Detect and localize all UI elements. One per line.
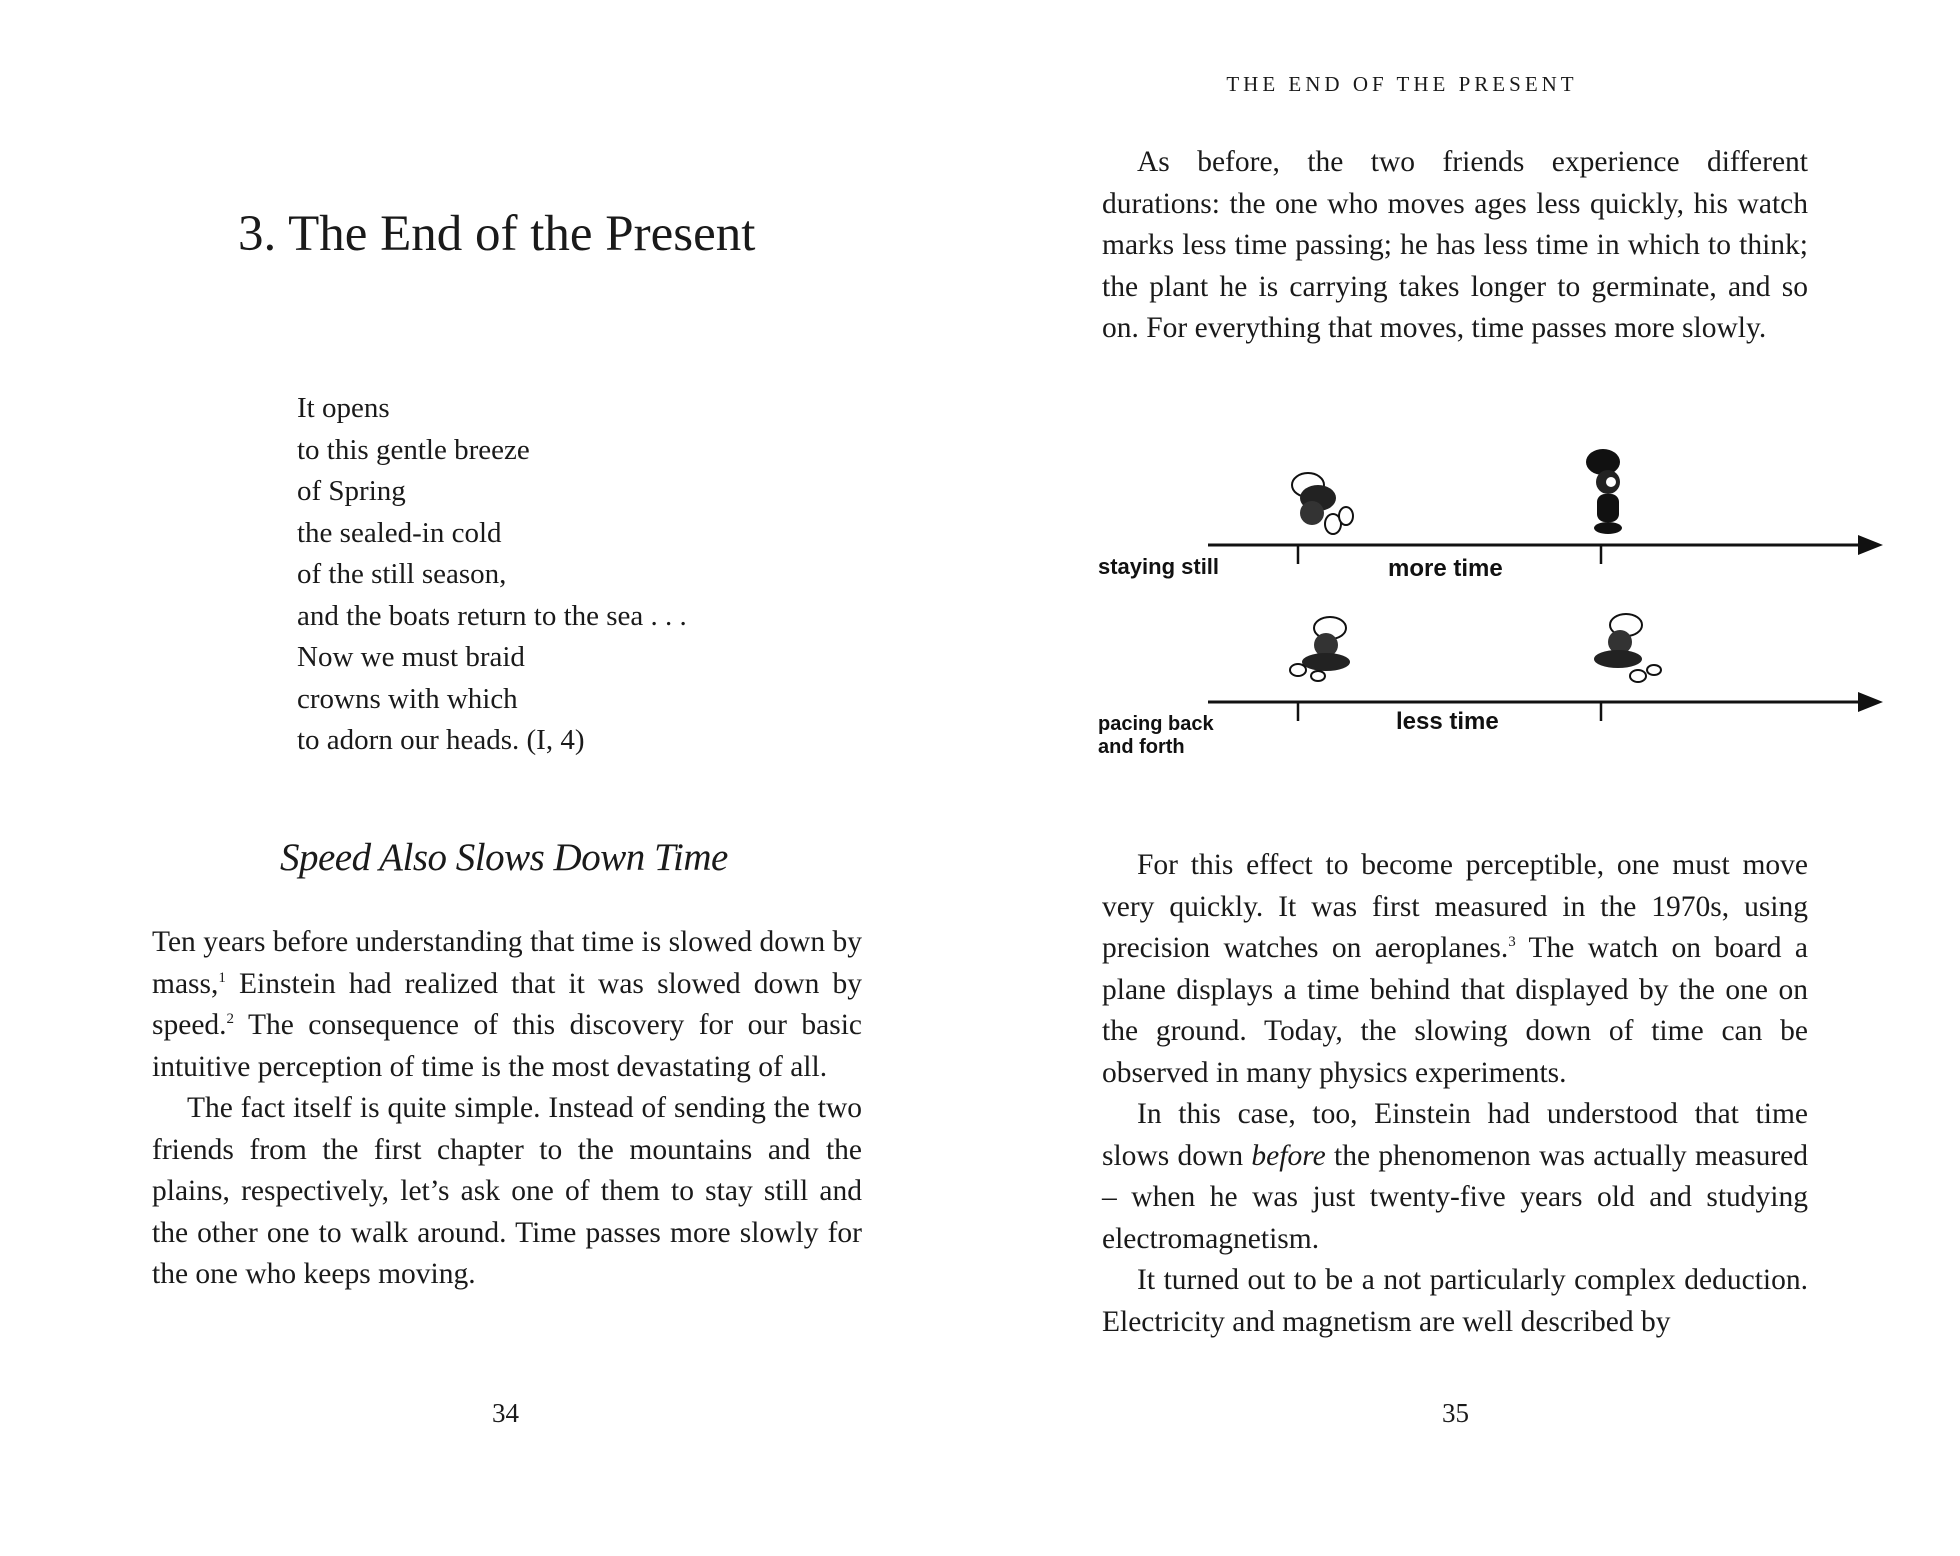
label-staying-still: staying still [1098,554,1220,579]
poem-line: and the boats return to the sea . . . [297,599,687,632]
right-body-text-bottom [1102,845,1808,1343]
arrowhead-icon [1858,535,1883,555]
poem-line: crowns with which [297,682,518,715]
left-body-text [152,922,862,1296]
page-number: 34 [492,1398,519,1428]
poem-line: of the still season, [297,558,507,590]
paragraph: The fact itself is quite simple. Instead of sending the two friends from the first chapter to the mountains and the plains, respectively, let’s ask one of them to stay still and the other one to walk around. Time passes more slowly for the one who keeps moving. [152,1092,862,1290]
right-body-text-top [1102,142,1808,350]
time-dilation-figure [1098,440,1898,780]
footnote-ref[interactable]: 1 [218,969,226,986]
poem-line: Now we must braid [297,641,525,673]
chapter-title: 3. The End of the Present [238,206,756,262]
poem-epigraph [297,388,687,762]
right-page [980,0,1960,1556]
paragraph: In this case, too, Einstein had understood that time slows down before the phenomenon was actually measured – when he was just twenty-five years old and studying electromagnetism. [1102,1098,1809,1255]
label-less-time: less time [1396,708,1499,735]
pacing-smurf-icon [1594,614,1661,682]
footnote-ref[interactable]: 3 [1508,934,1516,951]
poem-line: It opens [297,392,390,424]
pacing-smurf-icon [1290,617,1350,681]
poem-line: the sealed-in cold [297,516,502,549]
label-more-time: more time [1388,555,1503,582]
section-heading: Speed Also Slows Down Time [280,836,728,879]
arrowhead-icon [1858,692,1883,712]
running-head: THE END OF THE PRESENT [1226,72,1578,96]
paragraph: For this effect to become perceptible, one must move very quickly. It was first measured in the 1970s, using precision watches on aeroplanes.$^3$ The watch on board a plane displays a time behind that displayed by the one on the ground. Today, the slowing down of time can be observed in many physics experiments. [1102,849,1808,1089]
paragraph: It turned out to be a not particularly complex deduction. Electricity and magnetism are well described by [1102,1264,1808,1338]
sitting-smurf-icon [1292,473,1353,534]
standing-smurf-icon [1586,449,1622,534]
poem-line: to this gentle breeze [297,433,530,466]
label-pacing-line-1: pacing back [1098,713,1214,735]
footnote-ref[interactable]: 2 [226,1011,235,1028]
paragraph: As before, the two friends experience different durations: the one who moves ages less quickly, his watch marks less time passing; he has less time in which to think; the plant he is carrying takes longer to germinate, and so on. For everything that moves, time passes more slowly. [1102,146,1808,344]
emphasis: before [1251,1139,1326,1172]
label-pacing-line-2: and forth [1098,736,1185,758]
poem-line: to adorn our heads. (I, 4) [297,724,585,756]
poem-line: of Spring [297,475,406,507]
paragraph: Ten years before understanding that time is slowed down by mass,$^1$ Einstein had realized that it was slowed down by speed.$^2$ The consequence of this discovery for our basic intuitive perception of time is the most devastating of all. [152,926,862,1083]
page-number: 35 [1442,1398,1469,1428]
